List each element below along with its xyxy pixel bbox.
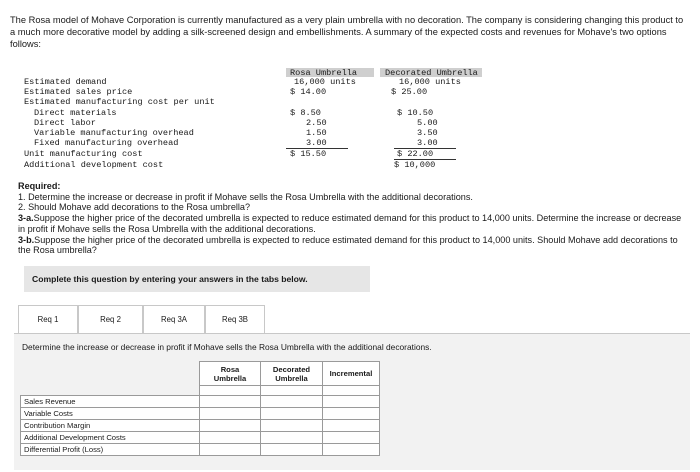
- decorated-value: $ 10,000: [394, 160, 436, 170]
- incremental-input[interactable]: [323, 444, 380, 456]
- tab-req-3a[interactable]: Req 3A: [143, 305, 205, 333]
- decorated-input-field[interactable]: [264, 396, 319, 407]
- row-contribution-margin: Contribution Margin: [21, 420, 200, 432]
- decorated-column-header: Decorated Umbrella: [385, 68, 478, 78]
- incremental-input[interactable]: [323, 396, 380, 408]
- required-heading: Required:: [18, 181, 61, 191]
- row-variable-costs: Variable Costs: [21, 408, 200, 420]
- complete-question-note: Complete this question by entering your answers in the tabs below.: [24, 266, 370, 292]
- row-label: Estimated demand: [24, 77, 107, 87]
- decorated-umbrella-header: Decorated Umbrella: [261, 362, 323, 386]
- decorated-input-field[interactable]: [264, 408, 319, 419]
- row-label: Estimated sales price: [24, 87, 133, 97]
- question-2: 2. Should Mohave add decorations to the Rosa umbrella?: [18, 202, 251, 213]
- question-3b: [18, 235, 690, 256]
- question-3a-text: Suppose the higher price of the decorated umbrella is expected to reduce estimated demand for this product to 14,000 units. Determine the increase or decrease in profit if Mohave sells the Rosa Umbrella with the additional decorations.: [18, 213, 682, 234]
- incremental-input-field[interactable]: [326, 432, 376, 443]
- decorated-input[interactable]: [261, 396, 323, 408]
- rosa-input-field[interactable]: [203, 396, 257, 407]
- rosa-input-field[interactable]: [203, 444, 257, 455]
- panel-title: Determine the increase or decrease in profit if Mohave sells the Rosa Umbrella with the additional decorations.: [22, 342, 432, 352]
- tab-req-2[interactable]: Req 2: [78, 305, 143, 333]
- spacer-cell: [21, 386, 200, 396]
- tab-req-3b[interactable]: Req 3B: [205, 305, 265, 333]
- decorated-value: 5.00: [417, 118, 438, 128]
- row-label: Direct labor: [34, 118, 96, 128]
- row-label: Fixed manufacturing overhead: [34, 138, 179, 148]
- decorated-value: $ 22.00: [397, 149, 434, 159]
- rosa-input[interactable]: [200, 432, 261, 444]
- rosa-input-field[interactable]: [203, 420, 257, 431]
- decorated-value: 16,000 units: [399, 77, 461, 87]
- rosa-input-field[interactable]: [203, 432, 257, 443]
- decorated-input-field[interactable]: [264, 444, 319, 455]
- question-3b-label: 3-b.: [18, 234, 35, 245]
- required-section: [18, 181, 690, 256]
- decorated-input[interactable]: [261, 444, 323, 456]
- incremental-input[interactable]: [323, 420, 380, 432]
- incremental-input-field[interactable]: [326, 420, 376, 431]
- cost-data-table: [24, 68, 490, 176]
- rosa-input-field[interactable]: [203, 408, 257, 419]
- rosa-value: 1.50: [306, 128, 327, 138]
- incremental-input[interactable]: [323, 386, 380, 396]
- decorated-input-field[interactable]: [264, 386, 319, 395]
- rosa-value: 2.50: [306, 118, 327, 128]
- decorated-input[interactable]: [261, 408, 323, 420]
- question-3a: [18, 213, 690, 234]
- rosa-input[interactable]: [200, 396, 261, 408]
- incremental-header: Incremental: [323, 362, 380, 386]
- rosa-input[interactable]: [200, 386, 261, 396]
- incremental-input-field[interactable]: [326, 386, 376, 395]
- blank-header: [21, 362, 200, 386]
- rosa-value: 16,000 units: [294, 77, 356, 87]
- rosa-input[interactable]: [200, 444, 261, 456]
- row-label: Variable manufacturing overhead: [34, 128, 194, 138]
- incremental-input[interactable]: [323, 432, 380, 444]
- incremental-input[interactable]: [323, 408, 380, 420]
- row-label: Unit manufacturing cost: [24, 149, 143, 159]
- decorated-value: $ 25.00: [391, 87, 428, 97]
- incremental-input-field[interactable]: [326, 396, 376, 407]
- decorated-input[interactable]: [261, 420, 323, 432]
- row-label: Additional development cost: [24, 160, 164, 170]
- decorated-input-field[interactable]: [264, 420, 319, 431]
- decorated-value: 3.00: [417, 138, 438, 148]
- rosa-value: $ 15.50: [290, 149, 327, 159]
- rosa-input[interactable]: [200, 420, 261, 432]
- row-label: Estimated manufacturing cost per unit: [24, 97, 215, 107]
- rosa-value: 3.00: [306, 138, 327, 148]
- problem-intro: The Rosa model of Mohave Corporation is currently manufactured as a very plain umbrella with no decoration. The company is considering changing this product to a much more decorative model by adding a silk-screened design and embellishments. A summary of the expected costs and revenues for Mohave's two options follows:: [10, 15, 684, 49]
- rosa-value: $ 8.50: [290, 108, 321, 118]
- decorated-input[interactable]: [261, 386, 323, 396]
- row-sales-revenue: Sales Revenue: [21, 396, 200, 408]
- row-additional-development-costs: Additional Development Costs: [21, 432, 200, 444]
- answer-grid: [20, 361, 380, 456]
- rosa-umbrella-header: Rosa Umbrella: [200, 362, 261, 386]
- question-3a-label: 3-a.: [18, 213, 34, 224]
- rosa-column-header: Rosa Umbrella: [290, 68, 358, 78]
- decorated-input-field[interactable]: [264, 432, 319, 443]
- rosa-input-field[interactable]: [203, 386, 257, 395]
- incremental-input-field[interactable]: [326, 408, 376, 419]
- question-1: 1. Determine the increase or decrease in profit if Mohave sells the Rosa Umbrella with the additional decorations.: [18, 191, 473, 202]
- decorated-value: $ 10.50: [397, 108, 434, 118]
- rosa-input[interactable]: [200, 408, 261, 420]
- row-differential-profit: Differential Profit (Loss): [21, 444, 200, 456]
- tab-req-1[interactable]: Req 1: [18, 305, 78, 333]
- rosa-value: $ 14.00: [290, 87, 327, 97]
- row-label: Direct materials: [34, 108, 117, 118]
- decorated-input[interactable]: [261, 432, 323, 444]
- decorated-value: 3.50: [417, 128, 438, 138]
- incremental-input-field[interactable]: [326, 444, 376, 455]
- question-3b-text: Suppose the higher price of the decorated umbrella is expected to reduce estimated demand for this product to 14,000 units. Should Mohave add decorations to the Rosa umbrella?: [18, 234, 678, 256]
